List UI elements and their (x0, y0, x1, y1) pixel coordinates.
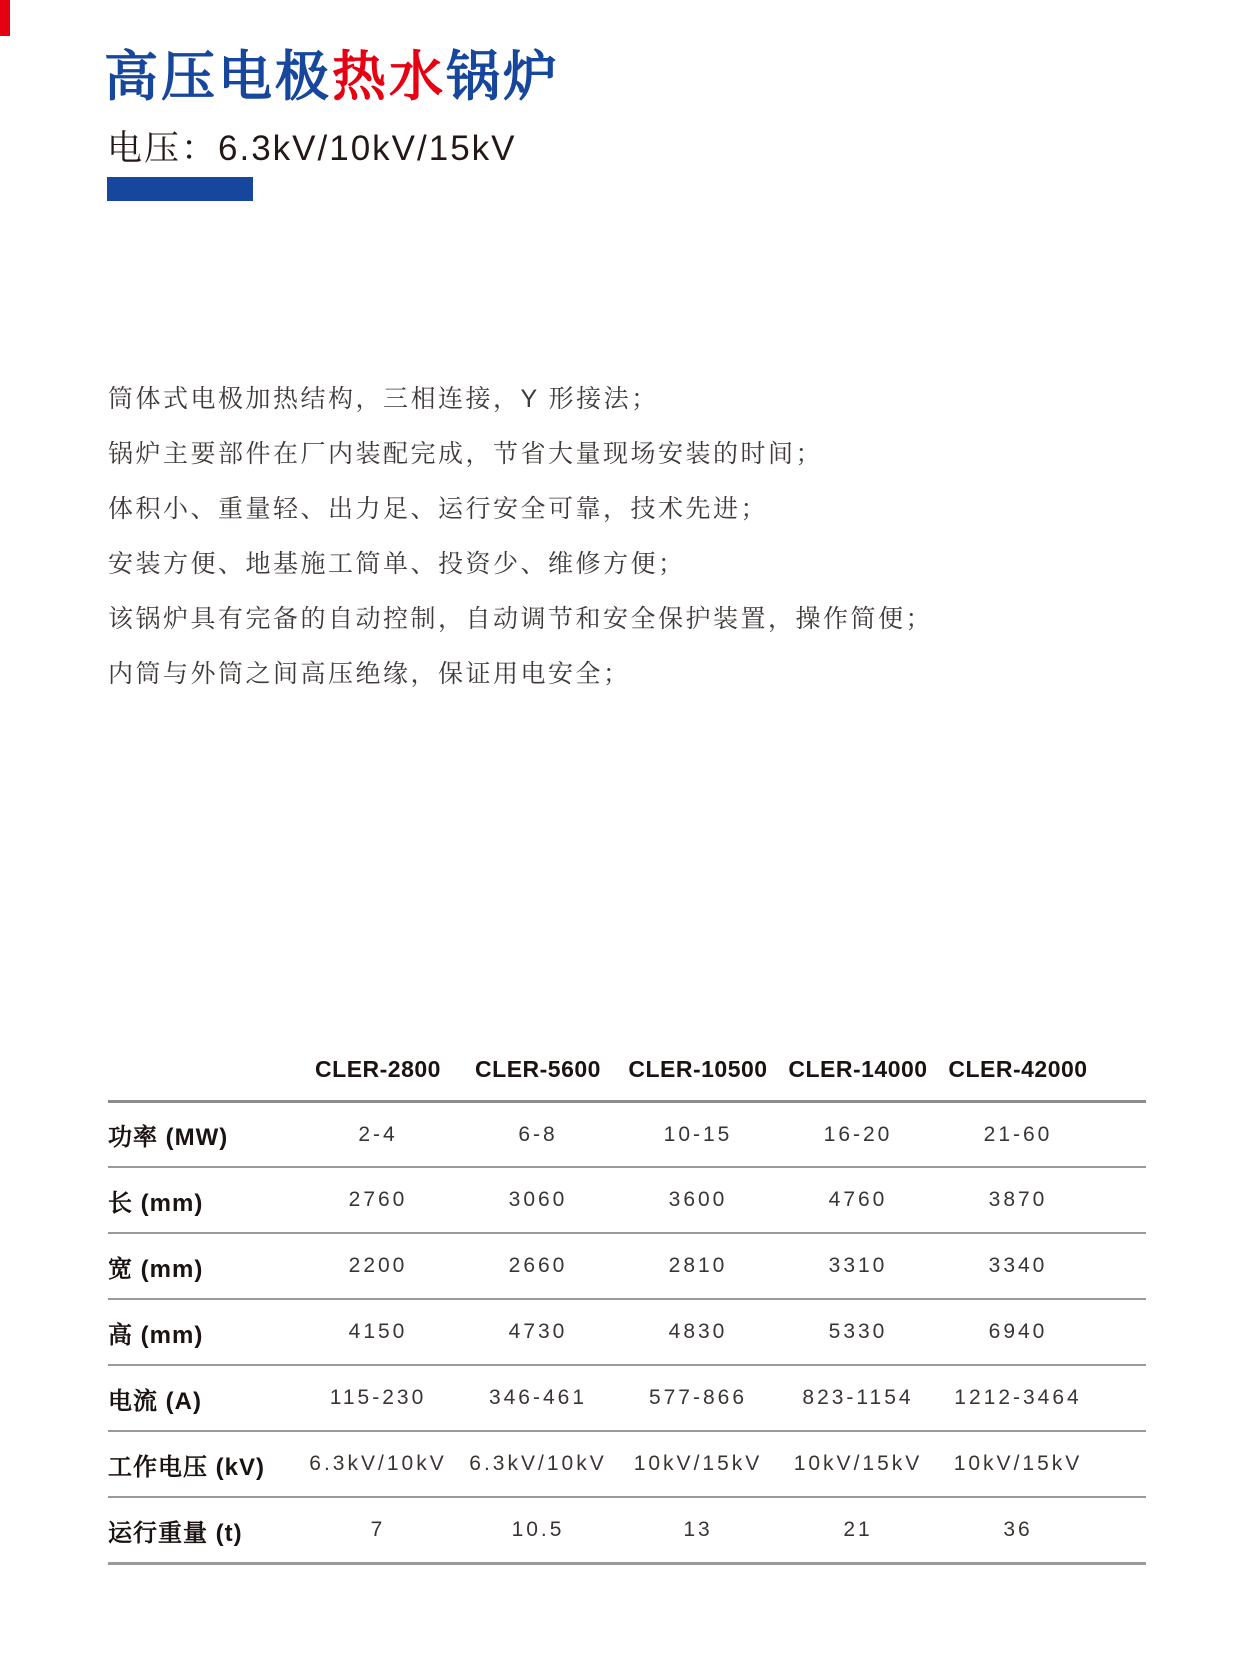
table-cell: 4150 (348, 1320, 408, 1343)
feature-list (108, 372, 1148, 702)
table-cell: 115-230 (329, 1386, 427, 1409)
feature-item: 内筒与外筒之间高压绝缘，保证用电安全； (108, 660, 631, 688)
table-cell: 3060 (508, 1188, 568, 1211)
page-title (104, 48, 560, 107)
table-cell: 6940 (988, 1320, 1048, 1343)
table-cell: 4730 (508, 1320, 568, 1343)
model-name: CLER-14000 (788, 1055, 928, 1082)
table-cell: 36 (1003, 1518, 1033, 1541)
row-label: 运行重量 (t) (108, 1519, 243, 1547)
feature-item: 体积小、重量轻、出力足、运行安全可靠，技术先进； (108, 495, 769, 523)
table-cell: 3600 (668, 1188, 728, 1211)
title-segment-blue-2: 锅炉 (446, 47, 560, 107)
table-row (108, 1166, 1146, 1232)
table-bottom-rule (108, 1562, 1146, 1565)
page-subtitle: 电压：6.3kV/10kV/15kV (107, 129, 517, 168)
table-cell: 10kV/15kV (953, 1452, 1083, 1475)
table-row (108, 1232, 1146, 1298)
table-row (108, 1364, 1146, 1430)
table-cell: 13 (683, 1518, 713, 1541)
table-cell: 10-15 (663, 1122, 733, 1146)
row-label: 宽 (mm) (108, 1255, 204, 1283)
feature-item: 筒体式电极加热结构，三相连接，Y 形接法； (108, 385, 659, 413)
table-cell: 2810 (668, 1254, 728, 1277)
table-row (108, 1430, 1146, 1496)
table-cell: 2760 (348, 1188, 408, 1211)
model-name: CLER-42000 (948, 1055, 1088, 1082)
table-cell: 10kV/15kV (793, 1452, 923, 1475)
table-cell: 3310 (828, 1254, 888, 1277)
table-cell: 346-461 (488, 1386, 588, 1409)
row-label: 工作电压 (kV) (108, 1453, 266, 1481)
row-label: 电流 (A) (108, 1387, 202, 1415)
table-cell: 4830 (668, 1320, 728, 1343)
row-label: 功率 (MW) (108, 1124, 229, 1151)
table-row (108, 1298, 1146, 1364)
table-cell: 7 (370, 1518, 386, 1541)
feature-item: 该锅炉具有完备的自动控制，自动调节和安全保护装置，操作简便； (108, 605, 934, 633)
table-cell: 21-60 (983, 1122, 1053, 1146)
title-underline-bar (107, 177, 253, 201)
table-cell: 6.3kV/10kV (309, 1452, 447, 1475)
table-cell: 10.5 (511, 1518, 565, 1541)
table-cell: 3870 (988, 1188, 1048, 1211)
table-row (108, 1496, 1146, 1562)
model-name: CLER-10500 (628, 1055, 768, 1082)
row-label: 高 (mm) (108, 1321, 204, 1349)
row-label: 长 (mm) (108, 1189, 204, 1217)
table-row (108, 1100, 1146, 1166)
model-name: CLER-5600 (475, 1055, 601, 1082)
table-cell: 6-8 (518, 1122, 558, 1146)
feature-item: 锅炉主要部件在厂内装配完成，节省大量现场安装的时间； (108, 440, 824, 468)
table-cell: 1212-3464 (954, 1386, 1082, 1409)
title-segment-red: 热水 (332, 47, 446, 107)
red-corner-mark (0, 0, 10, 36)
table-cell: 3340 (988, 1254, 1048, 1277)
table-cell: 2660 (508, 1254, 568, 1277)
model-name: CLER-2800 (315, 1055, 441, 1082)
title-segment-blue-1: 高压电极 (104, 47, 332, 107)
table-cell: 823-1154 (802, 1386, 914, 1409)
table-header-row (108, 1038, 1146, 1100)
spec-table (108, 1038, 1146, 1565)
table-cell: 16-20 (823, 1122, 893, 1146)
table-cell: 5330 (828, 1320, 888, 1343)
table-cell: 2200 (348, 1254, 408, 1277)
table-cell: 21 (843, 1518, 873, 1541)
table-cell: 577-866 (648, 1386, 748, 1409)
table-cell: 2-4 (358, 1122, 398, 1146)
table-cell: 4760 (828, 1188, 888, 1211)
feature-item: 安装方便、地基施工简单、投资少、维修方便； (108, 550, 686, 578)
table-cell: 6.3kV/10kV (469, 1452, 607, 1475)
table-cell: 10kV/15kV (633, 1452, 763, 1475)
